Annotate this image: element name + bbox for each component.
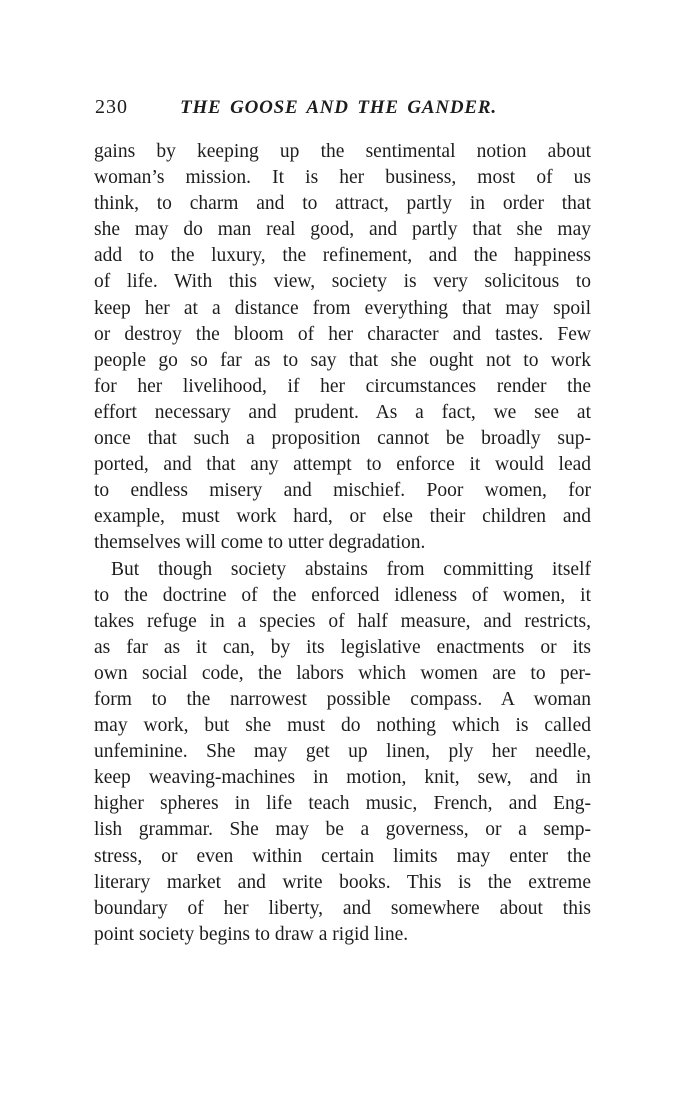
text-line: literary market and write books. This is the extreme xyxy=(94,871,591,893)
text-line: people go so far as to say that she ought not to work xyxy=(94,349,591,371)
text-line: unfeminine. She may get up linen, ply her needle, xyxy=(94,741,591,763)
text-line: effort necessary and prudent. As a fact, we see at xyxy=(94,401,591,423)
text-line: to the doctrine of the enforced idleness of women, it xyxy=(94,584,591,606)
text-block xyxy=(94,139,591,948)
text-line: own social code, the labors which women are to per- xyxy=(94,662,591,684)
text-line: or destroy the bloom of her character and tastes. Few xyxy=(94,323,591,345)
paragraph xyxy=(94,557,591,948)
text-line: boundary of her liberty, and somewhere about this xyxy=(94,897,591,919)
text-line: point society begins to draw a rigid line. xyxy=(94,923,409,945)
text-line: gains by keeping up the sentimental notion about xyxy=(94,141,591,162)
text-line: once that such a proposition cannot be broadly sup- xyxy=(94,428,591,450)
text-line: for her livelihood, if her circumstances render the xyxy=(94,375,591,397)
running-title: THE GOOSE AND THE GANDER. xyxy=(180,97,497,118)
text-line: themselves will come to utter degradation. xyxy=(94,532,426,554)
page-header xyxy=(94,96,591,119)
text-line: form to the narrowest possible compass. A woman xyxy=(94,688,591,710)
text-line: ported, and that any attempt to enforce it would lead xyxy=(94,454,591,476)
text-line: she may do man real good, and partly that she may xyxy=(94,219,591,241)
text-line: may work, but she must do nothing which is called xyxy=(94,715,591,737)
text-line: think, to charm and to attract, partly in order that xyxy=(94,193,591,215)
page-number: 230 xyxy=(95,96,128,118)
text-line: of life. With this view, society is very solicitous to xyxy=(94,271,591,293)
text-line: stress, or even within certain limits may enter the xyxy=(94,845,591,867)
text-line: keep weaving-machines in motion, knit, sew, and in xyxy=(94,767,591,789)
text-line: higher spheres in life teach music, French, and Eng- xyxy=(94,793,591,815)
text-line: example, must work hard, or else their children and xyxy=(94,506,591,528)
text-line: But though society abstains from committing itself xyxy=(111,558,591,580)
text-line: add to the luxury, the refinement, and the happiness xyxy=(94,245,591,267)
text-line: keep her at a distance from everything that may spoil xyxy=(94,297,591,319)
text-line: as far as it can, by its legislative enactments or its xyxy=(94,636,591,658)
text-line: to endless misery and mischief. Poor women, for xyxy=(94,480,591,502)
text-line: lish grammar. She may be a governess, or a semp- xyxy=(94,819,591,841)
text-line: woman’s mission. It is her business, most of us xyxy=(94,167,591,189)
paragraph xyxy=(94,139,591,557)
text-line: takes refuge in a species of half measure, and restricts, xyxy=(94,610,591,632)
